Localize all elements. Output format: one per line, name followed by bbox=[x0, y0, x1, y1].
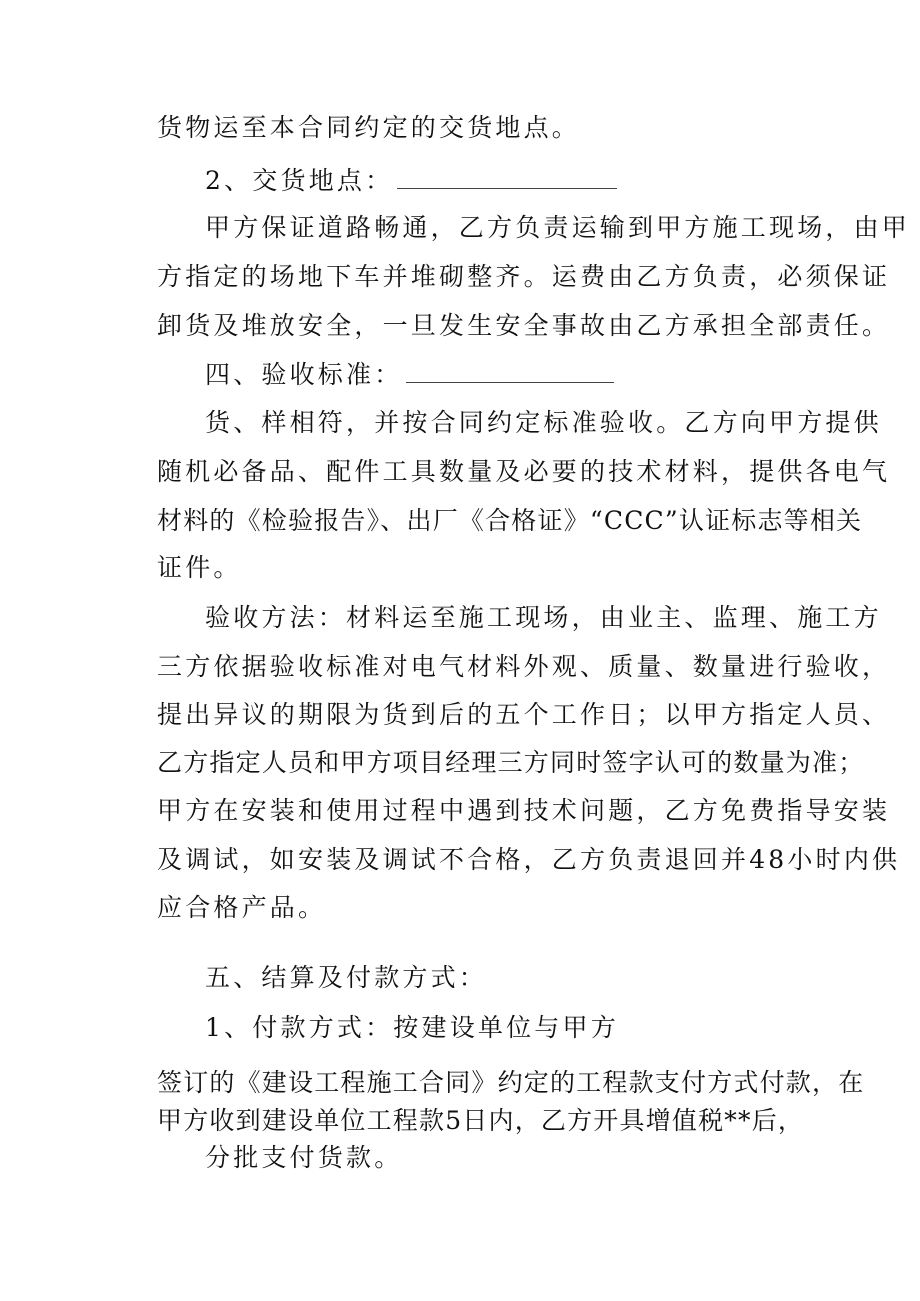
acceptance-standard-label-row bbox=[205, 360, 614, 390]
paragraph-line: 随机必备品、配件工具数量及必要的技术材料，提供各电气 bbox=[157, 457, 891, 486]
acceptance-standard-label: 四、验收标准： bbox=[205, 360, 403, 389]
paragraph-line: 乙方指定人员和甲方项目经理三方同时签字认可的数量为准； bbox=[157, 748, 865, 777]
paragraph-line: 货物运至本合同约定的交货地点。 bbox=[157, 113, 581, 142]
paragraph-line: 应合格产品。 bbox=[157, 893, 327, 922]
paragraph-line: 材料的《检验报告》、出厂《合格证》“CCC”认证标志等相关 bbox=[157, 506, 863, 535]
paragraph-line: 提出异议的期限为货到后的五个工作日；以甲方指定人员、 bbox=[157, 700, 891, 729]
acceptance-standard-blank bbox=[406, 364, 614, 383]
paragraph-line: 及调试，如安装及调试不合格，乙方负责退回并48小时内供 bbox=[157, 845, 901, 874]
paragraph-line: 卸货及堆放安全，一旦发生安全事故由乙方承担全部责任。 bbox=[157, 311, 891, 340]
paragraph-line: 甲方在安装和使用过程中遇到技术问题，乙方免费指导安装 bbox=[157, 796, 891, 825]
paragraph-line: 货、样相符，并按合同约定标准验收。乙方向甲方提供 bbox=[205, 408, 882, 437]
delivery-location-blank bbox=[397, 170, 617, 189]
paragraph-line: 方指定的场地下车并堆砌整齐。运费由乙方负责，必须保证 bbox=[157, 262, 891, 291]
paragraph-line: 甲方保证道路畅通，乙方负责运输到甲方施工现场，由甲 bbox=[205, 213, 911, 242]
paragraph-line: 验收方法：材料运至施工现场，由业主、监理、施工方 bbox=[205, 603, 882, 632]
section-heading: 五、结算及付款方式： bbox=[205, 963, 488, 992]
paragraph-line: 证件。 bbox=[157, 553, 242, 582]
paragraph-line: 1、付款方式：按建设单位与甲方 bbox=[205, 1013, 619, 1042]
paragraph-line: 三方依据验收标准对电气材料外观、质量、数量进行验收， bbox=[157, 652, 891, 681]
delivery-location-label: 2、交货地点： bbox=[205, 166, 394, 195]
paragraph-line: 签订的《建设工程施工合同》约定的工程款支付方式付款，在 bbox=[157, 1068, 865, 1097]
delivery-location-label-row bbox=[205, 166, 617, 196]
paragraph-line: 甲方收到建设单位工程款5日内，乙方开具增值税**后， bbox=[157, 1106, 805, 1135]
paragraph-line: 分批支付货款。 bbox=[205, 1143, 403, 1172]
